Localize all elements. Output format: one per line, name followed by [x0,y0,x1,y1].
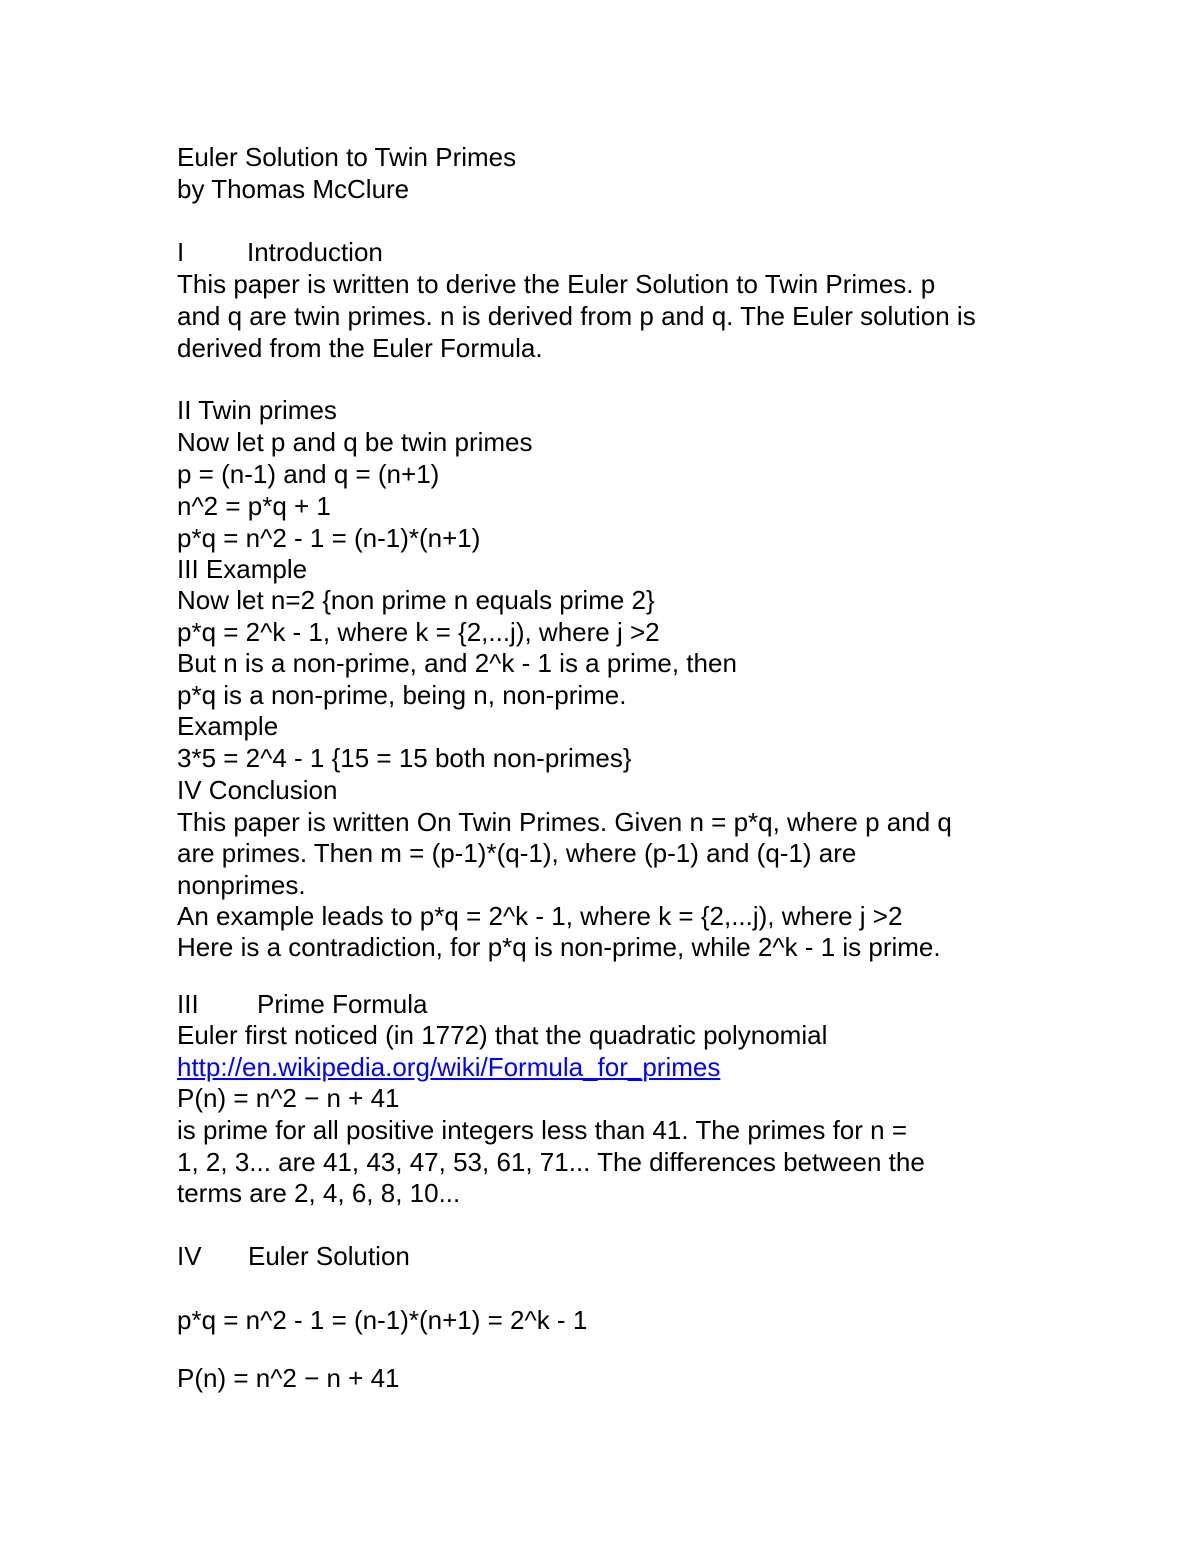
prime-formula-numeral: III [177,989,199,1019]
intro-numeral: I [177,237,185,267]
twin-primes-line: p = (n-1) and q = (n+1) [177,459,440,489]
twin-primes-line: p*q = n^2 - 1 = (n-1)*(n+1) [177,523,481,553]
twin-primes-heading: II Twin primes [177,395,337,425]
example-line: 3*5 = 2^4 - 1 {15 = 15 both non-primes} [177,743,632,773]
prime-formula-line: is prime for all positive integers less than 41. The primes for n = [177,1115,908,1145]
twin-primes-line: n^2 = p*q + 1 [177,491,331,521]
euler-solution-heading [177,1240,410,1272]
example-line: Now let n=2 {non prime n equals prime 2} [177,585,655,615]
example-heading: III Example [177,554,308,584]
prime-formula-line: terms are 2, 4, 6, 8, 10... [177,1178,461,1208]
euler-solution-equation: P(n) = n^2 − n + 41 [177,1363,400,1393]
formula-for-primes-link[interactable] [177,1051,720,1083]
conclusion-line: Here is a contradiction, for p*q is non-prime, while 2^k - 1 is prime. [177,932,941,962]
conclusion-line: This paper is written On Twin Primes. Given n = p*q, where p and q [177,807,952,837]
euler-solution-equation: p*q = n^2 - 1 = (n-1)*(n+1) = 2^k - 1 [177,1305,588,1335]
author-line: by Thomas McClure [177,174,410,204]
intro-line: This paper is written to derive the Euler Solution to Twin Primes. p [177,269,936,299]
prime-formula-line: 1, 2, 3... are 41, 43, 47, 53, 61, 71... The differences between the [177,1147,925,1177]
twin-primes-line: Now let p and q be twin primes [177,427,533,457]
euler-solution-numeral: IV [177,1241,202,1271]
conclusion-heading: IV Conclusion [177,775,338,805]
document-title: Euler Solution to Twin Primes [177,142,517,172]
intro-heading [177,236,383,268]
conclusion-line: nonprimes. [177,870,306,900]
conclusion-line: are primes. Then m = (p-1)*(q-1), where (p-1) and (q-1) are [177,838,857,868]
example-line: Example [177,711,279,741]
example-line: But n is a non-prime, and 2^k - 1 is a prime, then [177,648,737,678]
formula-for-primes-link-text[interactable]: http://en.wikipedia.org/wiki/Formula_for_primes [177,1052,721,1082]
intro-line: derived from the Euler Formula. [177,333,543,363]
prime-formula-line: P(n) = n^2 − n + 41 [177,1083,400,1113]
intro-line: and q are twin primes. n is derived from p and q. The Euler solution is [177,301,976,331]
prime-formula-line: Euler first noticed (in 1772) that the quadratic polynomial [177,1020,828,1050]
prime-formula-heading [177,988,428,1020]
euler-solution-heading-text: Euler Solution [248,1241,410,1271]
conclusion-line: An example leads to p*q = 2^k - 1, where k = {2,...j), where j >2 [177,901,903,931]
example-line: p*q is a non-prime, being n, non-prime. [177,680,627,710]
prime-formula-heading-text: Prime Formula [257,989,428,1019]
example-line: p*q = 2^k - 1, where k = {2,...j), where j >2 [177,617,660,647]
intro-heading-text: Introduction [247,237,383,267]
